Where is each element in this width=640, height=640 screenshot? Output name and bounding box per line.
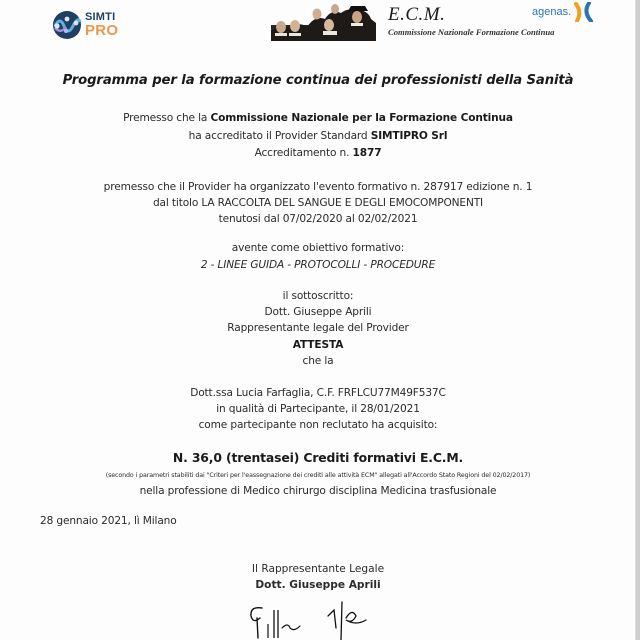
- credits-title: N. 36,0 (trentasei) Crediti formativi E.C.M.: [172, 450, 464, 465]
- signatory-role: Rappresentante legale del Provider: [227, 322, 409, 334]
- accreditation-prefix: Premesso che la: [123, 112, 211, 124]
- simtipro-logo: [52, 9, 118, 41]
- accreditation-line-3: [0, 147, 636, 159]
- pro-text: PRO: [85, 22, 119, 39]
- provider-name: SIMTIPRO Srl: [370, 130, 448, 142]
- agenas-logo-icon: [573, 2, 595, 22]
- credits-note: (secondo i parametri stabiliti dai "Criteri per l'eassegnazione dei crediti alle attività ECM" allegati all'Accordo Stato Regioni del 02/02/2017): [105, 472, 531, 479]
- event-title: dal titolo LA RACCOLTA DEL SANGUE E DEGLI EMOCOMPONENTI: [152, 197, 484, 209]
- accreditation-number-prefix: Accreditamento n.: [254, 147, 353, 159]
- handwritten-signature: [244, 598, 384, 640]
- ecm-painting-image: [271, 3, 376, 41]
- credits-profession: nella professione di Medico chirurgo disciplina Medicina trasfusionale: [139, 485, 497, 497]
- participant-role-date: in qualità di Partecipante, il 28/01/2021: [216, 403, 420, 415]
- accreditation-number: 1877: [352, 147, 382, 159]
- attesta-label: ATTESTA: [292, 339, 344, 351]
- ecm-logo-subtitle: Commissione Nazionale Formazione Continua: [388, 27, 555, 37]
- che-la-label: che la: [302, 355, 334, 367]
- commission-name: Commissione Nazionale per la Formazione Continua: [210, 112, 513, 124]
- simti-text: SIMTI: [85, 11, 116, 23]
- agenas-text: agenas.: [532, 6, 572, 18]
- agenas-logo: [532, 2, 595, 22]
- vertical-scrollbar[interactable]: [635, 0, 640, 640]
- signature-role: Il Rappresentante Legale: [251, 563, 385, 575]
- accreditation-line-2: [0, 130, 636, 142]
- objective-label: avente come obiettivo formativo:: [231, 242, 405, 254]
- provider-prefix: ha accreditato il Provider Standard: [188, 130, 371, 142]
- signatory-name: Dott. Giuseppe Aprili: [264, 306, 372, 318]
- simtipro-wordmark: [85, 12, 118, 38]
- accreditation-line-1: [0, 112, 636, 124]
- signatory-label: il sottoscritto:: [282, 290, 354, 302]
- ecm-logo-title: E.C.M.: [388, 4, 446, 25]
- simtipro-logo-icon: [52, 10, 82, 40]
- signature-name: Dott. Giuseppe Aprili: [255, 579, 381, 591]
- certificate-heading: Programma per la formazione continua dei professionisti della Sanità: [62, 73, 574, 88]
- objective-value: 2 - LINEE GUIDA - PROTOCOLLI - PROCEDURE: [200, 259, 436, 271]
- date-place: 28 gennaio 2021, lì Milano: [40, 515, 177, 527]
- participant-name: Dott.ssa Lucia Farfaglia, C.F. FRFLCU77M49F537C: [190, 387, 446, 399]
- event-dates: tenutosi dal 07/02/2020 al 02/02/2021: [218, 213, 418, 225]
- participant-acquired: come partecipante non reclutato ha acquisito:: [198, 419, 438, 431]
- event-line-1: premesso che il Provider ha organizzato l'evento formativo n. 287917 edizione n. 1: [103, 181, 533, 193]
